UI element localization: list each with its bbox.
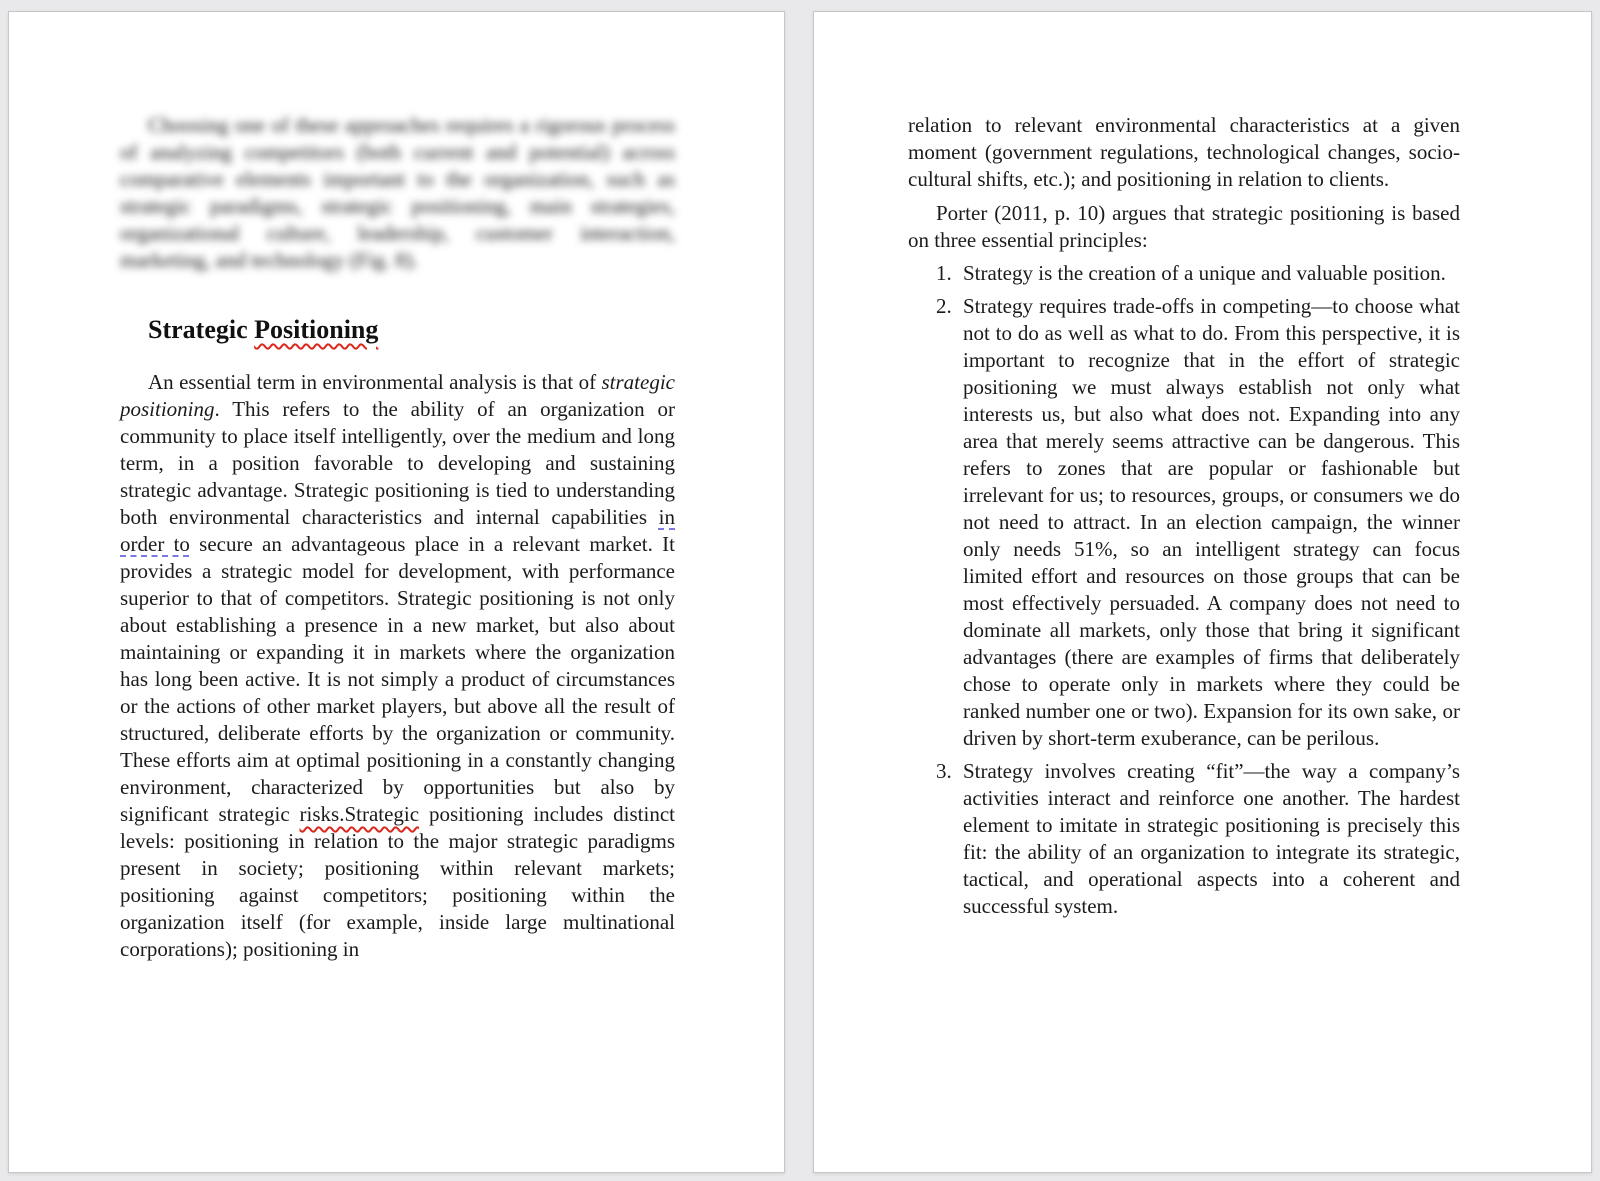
heading-spellcheck-flagged-word: Positioning bbox=[254, 315, 379, 344]
paragraph-segment: secure an advantageous place in a relevant market. It provides a strategic model for development, with performance superior to that of competitors. Strategic positioning is not only about establishing a presence in a new market, but also about maintaining or expanding it in markets where the organization has long been active. It is not simply a product of circumstances or the actions of other market players, but above all the result of structured, deliberate efforts by the organization or community. These efforts aim at optimal positioning in a constantly changing environment, characterized by opportunities but also by significant strategic bbox=[120, 532, 675, 826]
list-item bbox=[908, 293, 1460, 752]
list-item-number: 2. bbox=[936, 294, 952, 318]
list-item-text: Strategy is the creation of a unique and valuable position. bbox=[963, 261, 1446, 285]
page-left[interactable] bbox=[8, 11, 785, 1173]
page-right[interactable] bbox=[813, 11, 1592, 1173]
porter-paragraph: Porter (2011, p. 10) argues that strategic positioning is based on three essential principles: bbox=[908, 201, 1460, 252]
paragraph-segment: . This refers to the ability of an organization or community to place itself intelligently, over the medium and long term, in a position favorable to developing and sustaining strategic advantage. Strategic positioning is tied to understanding both environmental characteristics and internal capabilities bbox=[120, 397, 675, 529]
continuation-paragraph: relation to relevant environmental characteristics at a given moment (government regulations, technological changes, socio-cultural shifts, etc.); and positioning in relation to clients. bbox=[908, 113, 1460, 191]
grammar-check-flagged-phrase: in order to bbox=[120, 505, 675, 556]
list-item-number: 1. bbox=[936, 261, 952, 285]
principles-list bbox=[908, 260, 1460, 920]
italic-term: strategic positioning bbox=[120, 370, 675, 421]
blurred-paragraph: Choosing one of these approaches requires a rigorous process of analyzing competitors (both current and potential) across comparative elements important to the organization, such as strategic paradigms, strategic positioning, main strategies, organizational culture, leadership, customer interaction, marketing, and technology (Fig. 8). bbox=[120, 113, 675, 272]
spellcheck-flagged-word: risks.Strategic bbox=[299, 802, 420, 826]
list-item bbox=[908, 758, 1460, 920]
section-heading bbox=[120, 313, 675, 347]
list-item-text: Strategy requires trade-offs in competing—to choose what not to do as well as what to do. From this perspective, it is important to recognize that in the effort of strategic positioning we must always establish not only what interests us, but also what does not. Expanding into any area that merely seems attractive can be dangerous. This refers to zones that are popular or fashionable but irrelevant for us; to resources, groups, or consumers we do not need to attract. In an election campaign, the winner only needs 51%, so an intelligent strategy can focus limited effort and resources on those groups that can be most effectively persuaded. A company does not need to dominate all markets, only those that bring it significant advantages (there are examples of firms that deliberately chose to operate only in markets where they could be ranked number one or two). Expansion for its own sake, or driven by short-term exuberance, can be perilous. bbox=[963, 294, 1460, 750]
list-item-text: Strategy involves creating “fit”—the way a company’s activities interact and reinforce one another. The hardest element to imitate in strategic positioning is precisely this fit: the ability of an organization to integrate its strategic, tactical, and operational aspects into a coherent and successful system. bbox=[963, 759, 1460, 918]
paragraph-segment: An essential term in environmental analysis is that of bbox=[148, 370, 602, 394]
paragraph-segment: positioning includes distinct levels: positioning in relation to the major strategic paradigms present in society; positioning within relevant markets; positioning against competitors; positioning within the organization itself (for example, inside large multinational corporations); positioning in bbox=[120, 802, 675, 961]
heading-text: Strategic bbox=[148, 315, 255, 344]
list-item-number: 3. bbox=[936, 759, 952, 783]
body-paragraph bbox=[120, 369, 675, 963]
list-item bbox=[908, 260, 1460, 287]
